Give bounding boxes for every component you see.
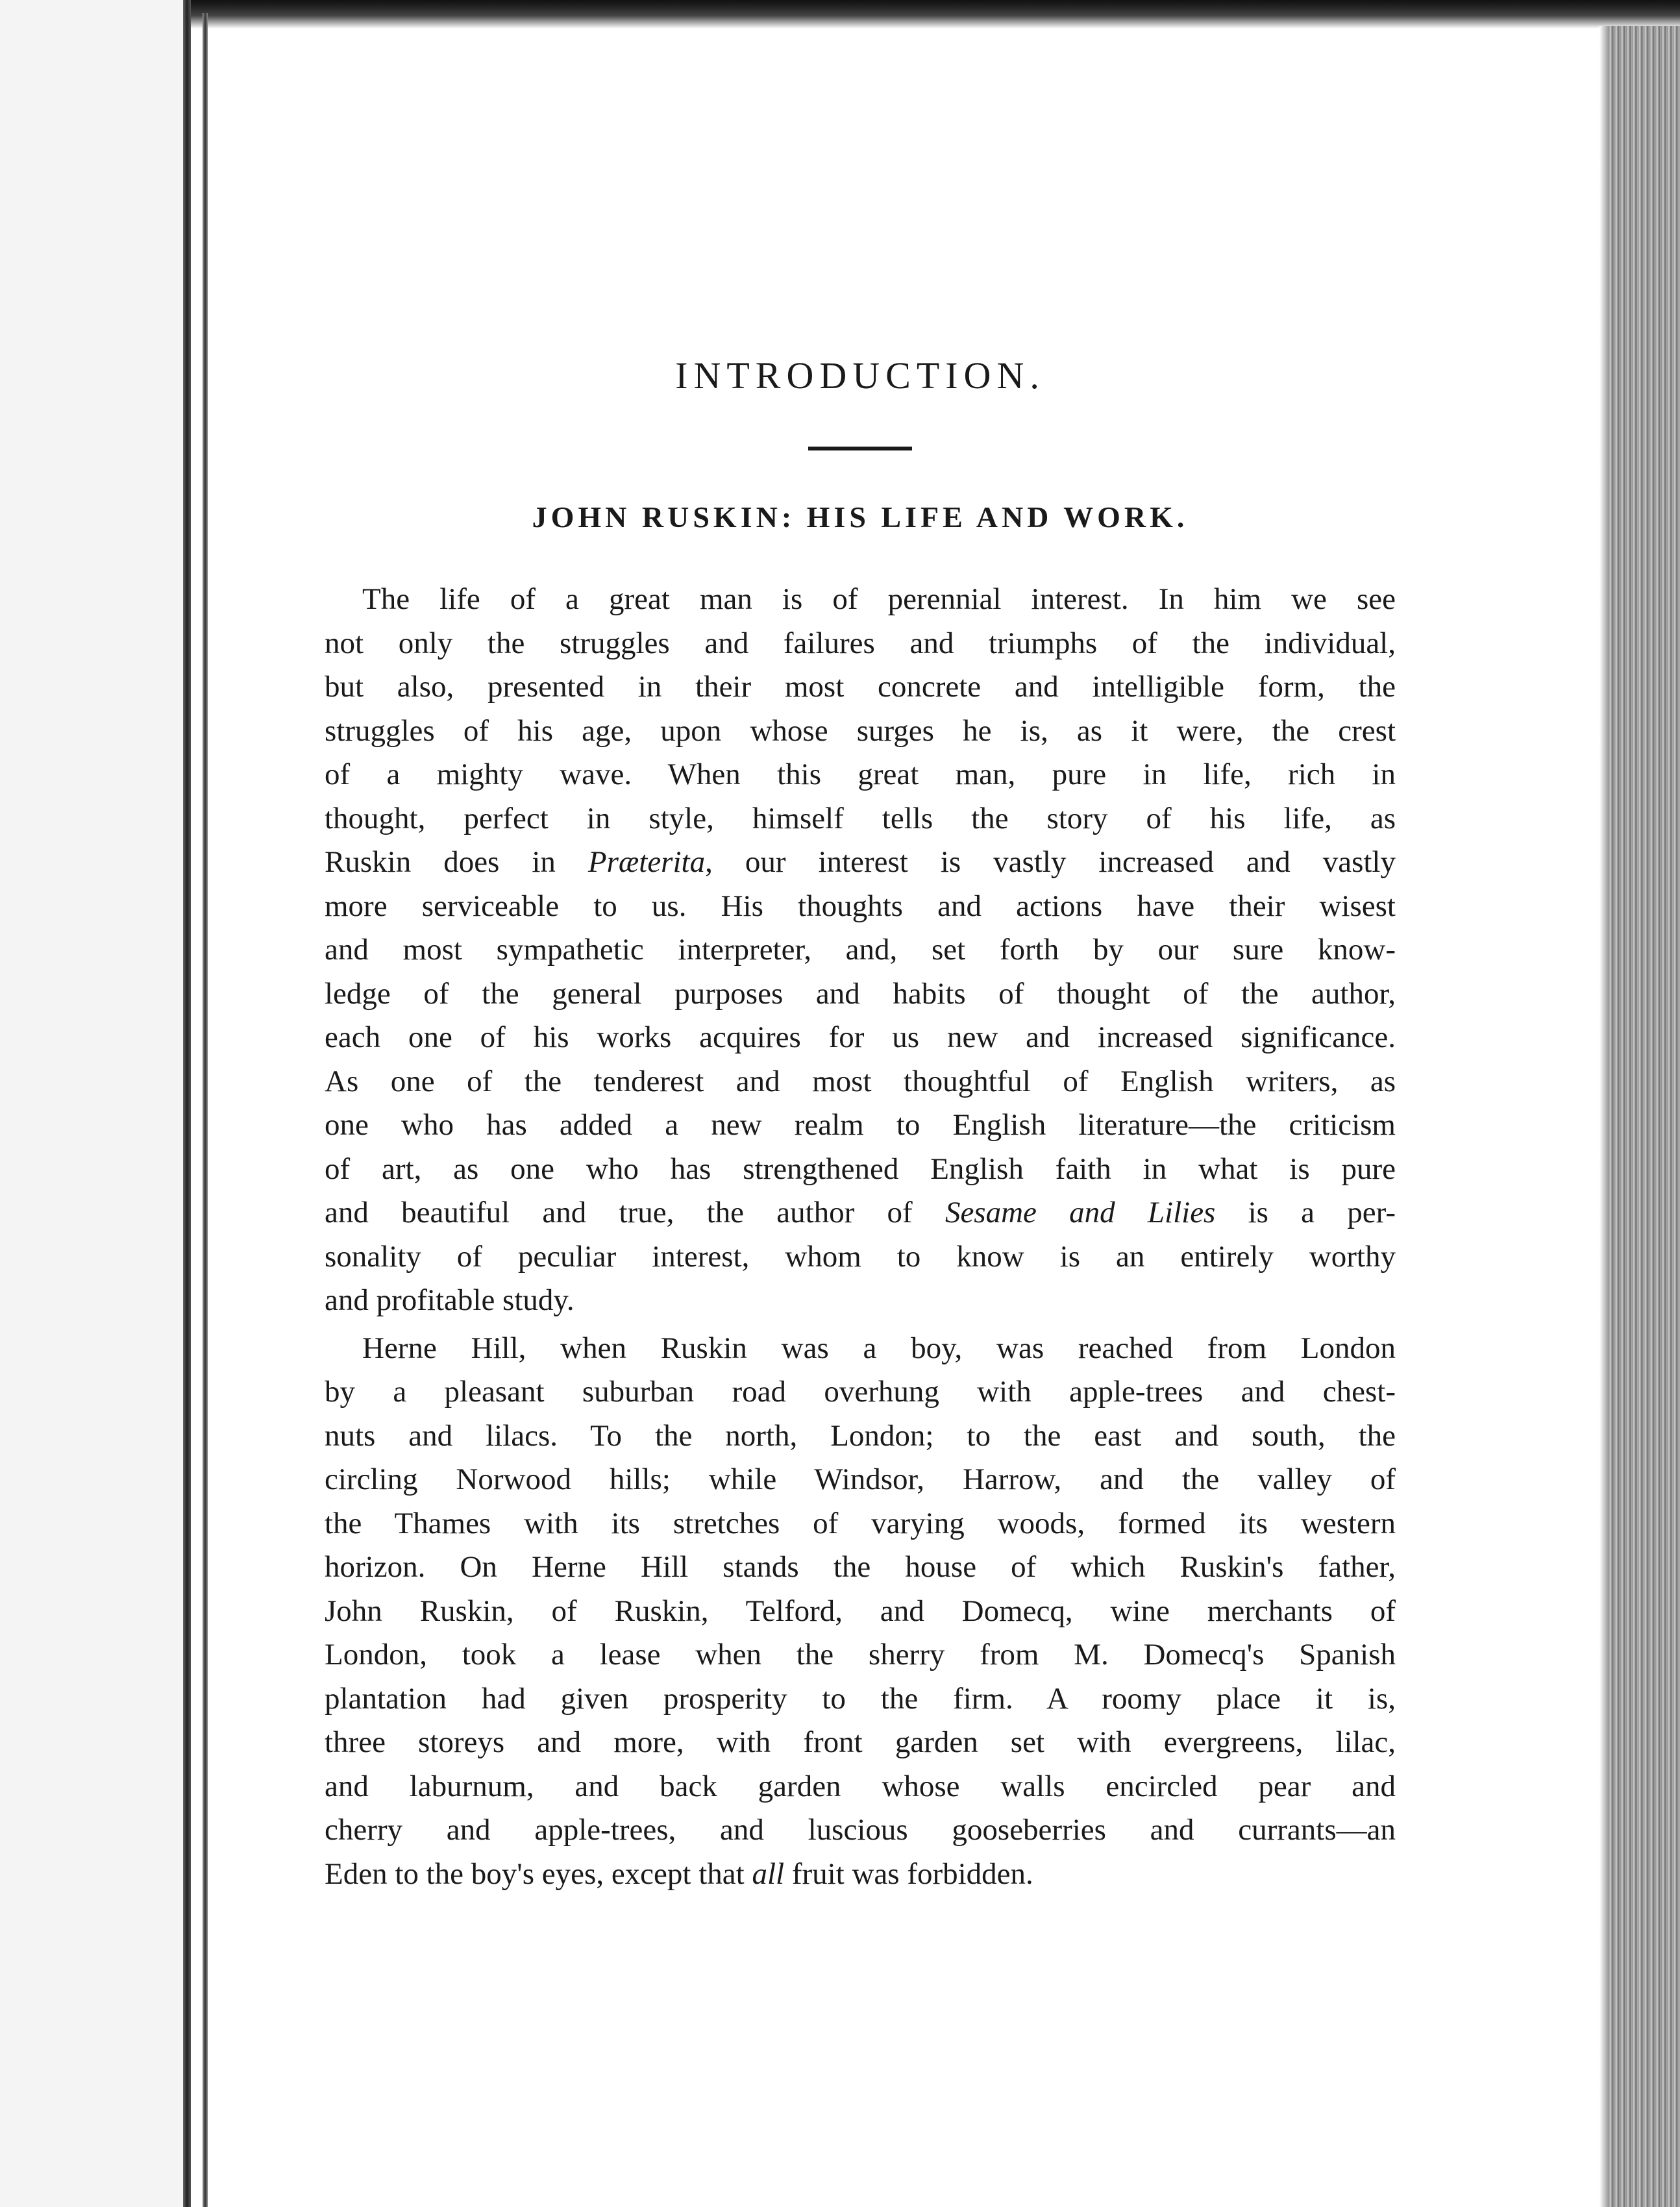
book-title-praeterita: Præterita [587, 845, 706, 879]
section-subtitle: JOHN RUSKIN: HIS LIFE AND WORK. [532, 500, 1189, 534]
text-line: the Thames with its stretches of varying woods, formed its western [325, 1506, 1396, 1540]
text-line: Herne Hill, when Ruskin was a boy, was reached from London [362, 1331, 1396, 1365]
text-line: of a mighty wave. When this great man, pure in life, rich in [325, 758, 1396, 791]
page-edge-shadow [1600, 26, 1609, 2207]
text-line: ledge of the general purposes and habits of thought of the author, [325, 976, 1396, 1011]
text-line: struggles of his age, upon whose surges he is, as it were, the crest [325, 713, 1396, 748]
text-line: but also, presented in their most concrete and intelligible form, the [325, 670, 1396, 704]
text-line: one who has added a new realm to English literature—the criticism [325, 1108, 1396, 1142]
text-run: fruit was forbidden. [784, 1856, 1033, 1891]
paragraph-2 [325, 1327, 1396, 1897]
scan-binding-line [183, 0, 191, 2207]
text-line: and most sympathetic interpreter, and, set forth by our sure know- [325, 933, 1396, 967]
text-line: The life of a great man is of perennial interest. In him we see [362, 582, 1396, 616]
text-line: nuts and lilacs. To the north, London; to the east and south, the [325, 1418, 1396, 1453]
body-text [325, 578, 1396, 1896]
text-line: by a pleasant suburban road overhung with apple-trees and chest- [325, 1375, 1396, 1409]
page-stack-edge [1609, 26, 1680, 2207]
text-line: of art, as one who has strengthened English faith in what is pure [325, 1152, 1396, 1186]
text-line: sonality of peculiar interest, whom to know is an entirely worthy [325, 1239, 1396, 1274]
text-line [325, 841, 1396, 885]
text-run: is a per- [1215, 1196, 1396, 1229]
text-line [325, 1853, 1396, 1897]
text-line: thought, perfect in style, himself tells the story of his life, as [325, 801, 1396, 835]
text-line: each one of his works acquires for us new and increased significance. [325, 1020, 1396, 1054]
book-title-sesame-and-lilies: Sesame and Lilies [945, 1196, 1216, 1229]
title-divider [808, 447, 912, 450]
scan-binding-line-inner [203, 13, 208, 2207]
text-line: more serviceable to us. His thoughts and actions have their wisest [325, 889, 1396, 923]
page-title: INTRODUCTION. [675, 354, 1045, 397]
text-line: cherry and apple-trees, and luscious gooseberries and currants—an [325, 1813, 1396, 1847]
text-line: London, took a lease when the sherry from M. Domecq's Spanish [325, 1638, 1396, 1671]
text-line [325, 1191, 1396, 1235]
text-line: not only the struggles and failures and triumphs of the individual, [325, 626, 1396, 660]
text-line: horizon. On Herne Hill stands the house of which Ruskin's father, [325, 1550, 1396, 1584]
book-page [325, 0, 1396, 2207]
text-run: and beautiful and true, the author of [325, 1196, 945, 1229]
text-line: and profitable study. [325, 1283, 574, 1317]
text-line: circling Norwood hills; while Windsor, Harrow, and the valley of [325, 1462, 1396, 1496]
emphasis-all: all [752, 1856, 785, 1891]
text-line: plantation had given prosperity to the firm. A roomy place it is, [325, 1681, 1396, 1716]
text-line: three storeys and more, with front garden set with evergreens, lilac, [325, 1725, 1396, 1759]
text-line: As one of the tenderest and most thoughtful of English writers, as [325, 1064, 1396, 1098]
scan-left-margin [0, 0, 188, 2207]
text-run: Eden to the boy's eyes, except that [325, 1856, 752, 1891]
text-line: John Ruskin, of Ruskin, Telford, and Domecq, wine merchants of [325, 1594, 1396, 1628]
text-run: , our interest is vastly increased and vastly [705, 845, 1396, 879]
paragraph-1 [325, 578, 1396, 1323]
text-line: and laburnum, and back garden whose walls encircled pear and [325, 1769, 1396, 1803]
text-run: Ruskin does in [325, 845, 588, 879]
